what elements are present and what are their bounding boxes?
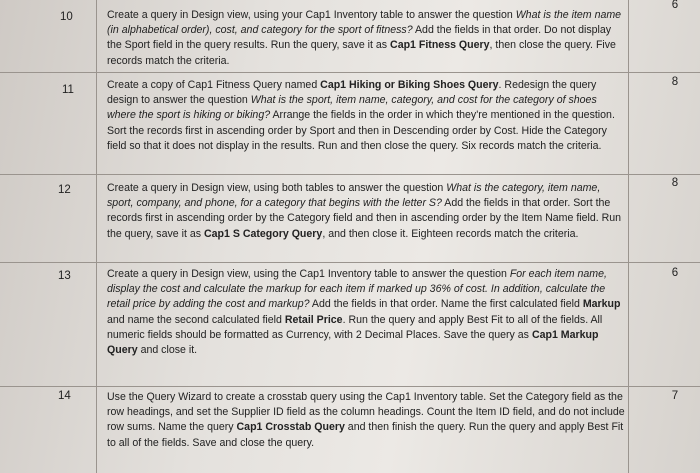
points-value: 7: [671, 390, 679, 402]
task-row: [0, 0, 700, 72]
instruction-text: , and then close it. Eighteen records match the criteria.: [322, 227, 579, 240]
step-number: 14: [58, 390, 71, 402]
step-description: [107, 267, 627, 358]
instruction-text: Create a query in Design view, using your Cap1 Inventory table to answer the question: [107, 9, 516, 21]
points-value: 8: [671, 177, 679, 189]
question-text: What is the item name (in alphabetical order), cost, and category for the sport of fitness?: [107, 9, 622, 37]
step-number: 10: [60, 11, 73, 23]
instruction-text: Add the fields in that order. Sort the records first in ascending order by the Category field and then in ascending order by the Item Name field. Run the query, save it as: [107, 197, 622, 240]
task-row: [0, 386, 700, 473]
points-value: 6: [671, 0, 679, 11]
bold-object-name: Cap1 Crosstab Query: [236, 421, 345, 434]
bold-object-name: Cap1 Markup Query: [107, 328, 599, 357]
bold-object-name: Cap1 Hiking or Biking Shoes Query: [320, 79, 499, 91]
question-text: What is the sport, item name, category, and cost for the category of shoes where the sport is hiking or biking?: [107, 94, 597, 122]
instruction-text: Create a query in Design view, using the Cap1 Inventory table to answer the question: [107, 268, 510, 280]
step-description: [107, 181, 627, 242]
instruction-text: . Redesign the query design to answer the question: [107, 79, 597, 107]
bold-object-name: Markup: [582, 298, 621, 311]
points-value: 6: [671, 267, 679, 279]
instruction-text: and close it.: [137, 344, 198, 357]
bold-object-name: Cap1 Fitness Query: [390, 39, 490, 52]
instruction-text: Create a query in Design view, using both tables to answer the question: [107, 182, 447, 194]
instruction-text: Add the fields in that order. Name the first calculated field: [309, 298, 583, 311]
step-number: 11: [62, 84, 74, 96]
step-description: [107, 78, 627, 154]
instruction-text: . Run the query and apply Best Fit to all of the fields. All numeric fields should be formatted as Currency, with 2 Decimal Places. Save the query as: [107, 313, 603, 341]
step-number: 13: [58, 270, 71, 282]
instruction-text: and name the second calculated field: [107, 313, 285, 326]
question-text: What is the category, item name, sport, company, and phone, for a category that begins with the letter S?: [107, 182, 601, 210]
step-description: [107, 390, 627, 451]
task-row: [0, 72, 700, 174]
instruction-text: Use the Query Wizard to create a crosstab query using the Cap1 Inventory table. Set the Category field as the row headings, and set the Supplier ID field as the column headings. Count the Item ID field, and do not include row sums. Name the query: [107, 391, 625, 434]
task-row: [0, 174, 700, 262]
instruction-text: and then finish the query. Run the query and apply Best Fit to all of the fields. Save and close the query.: [107, 421, 624, 449]
question-text: For each item name, display the cost and calculate the markup for each item if marked up 36% of cost. In addition, calculate the retail price by adding the cost and markup?: [107, 268, 607, 311]
points-value: 8: [671, 76, 679, 88]
instruction-text: Create a copy of Cap1 Fitness Query named: [107, 79, 321, 91]
instruction-text: , then close the query. Five records match the criteria.: [107, 39, 616, 67]
step-description: [107, 8, 627, 69]
bold-object-name: Retail Price: [284, 313, 343, 326]
step-number: 12: [58, 184, 71, 196]
task-row: [0, 262, 700, 386]
bold-object-name: Cap1 S Category Query: [203, 227, 323, 240]
instruction-text: Arrange the fields in the order in which they're mentioned in the question. Sort the records first in ascending order by Sport and then in Descending order by Cost. Hide the Category field so that it does not display in the results. Run and then close the query. Six records match the criteria.: [107, 109, 615, 152]
instruction-text: Add the fields in that order. Do not display the Sport field in the query results. Run the query, save it as: [107, 24, 612, 52]
